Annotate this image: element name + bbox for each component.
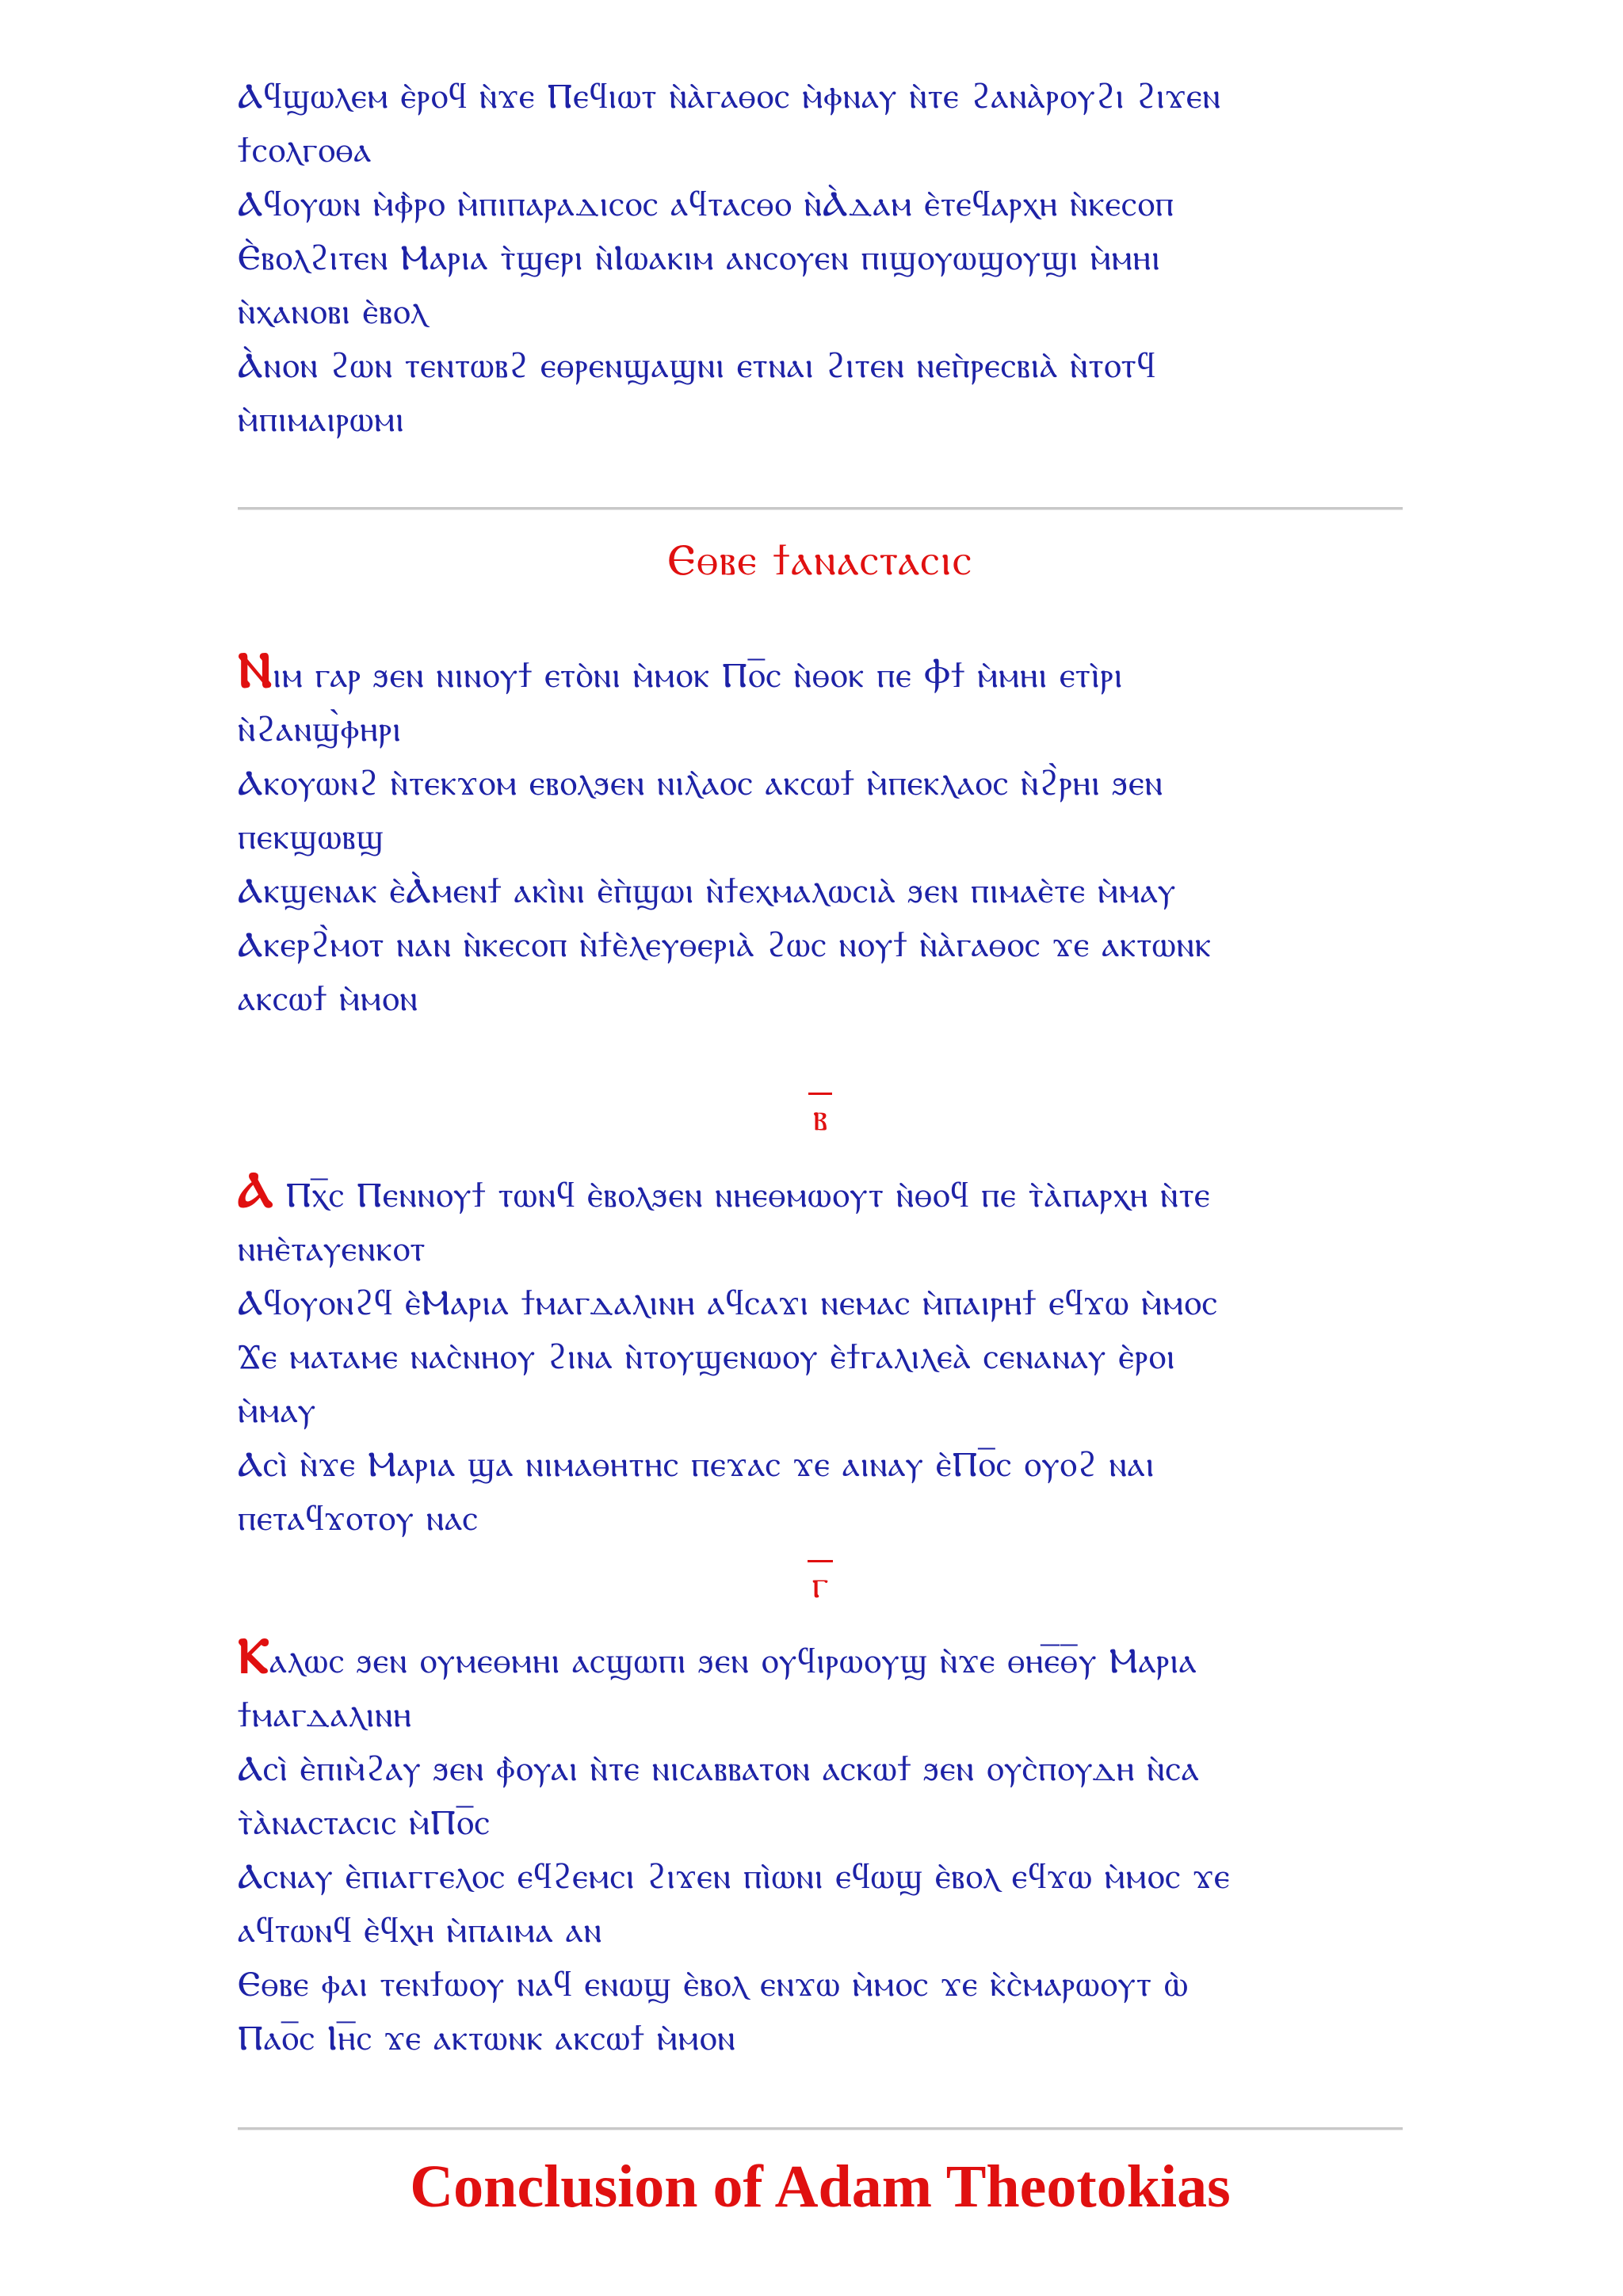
stanza-number-text: ⲅ xyxy=(808,1560,834,1607)
stanza-number-text: ⲃ xyxy=(808,1093,832,1139)
verse-line: Ⲉⲑⲃⲉ ⲫⲁⲓ ⲧⲉⲛϯⲱⲟⲩ ⲛⲁϥ ⲉⲛⲱϣ ⲉ̀ⲃⲟⲗ ⲉⲛϫⲱ ⲙ̀ⲙⲟⲥ ϫⲉ ⲕ̀ⲥ̀ⲙⲁⲣⲱⲟⲩⲧ ⲱ̀ xyxy=(238,1964,1189,2004)
stanza-1 xyxy=(238,643,1403,1026)
intro-verses xyxy=(238,70,1403,447)
conclusion-title: Conclusion of Adam Theotokias xyxy=(410,2153,1231,2220)
verse-line: ⲛ̀ⲭⲁⲛⲟⲃⲓ ⲉ̀ⲃⲟⲗ xyxy=(238,292,428,332)
verse-line: Ⲁⲕⲟⲩⲱⲛϩ ⲛ̀ⲧⲉⲕϫⲟⲙ ⲉⲃⲟⲗϧⲉⲛ ⲛⲓⲗ̀ⲁⲟⲥ ⲁⲕⲥⲱϯ ⲙ̀ⲡⲉⲕⲗⲁⲟⲥ ⲛ̀ϩ̀ⲣⲏⲓ ϧⲉⲛ xyxy=(238,763,1163,803)
verse-text: Ⲡⲭ̅ⲥ Ⲡⲉⲛⲛⲟⲩϯ ⲧⲱⲛϥ ⲉ̀ⲃⲟⲗϧⲉⲛ ⲛⲏⲉⲑⲙⲱⲟⲩⲧ ⲛ̀ⲑⲟϥ ⲡⲉ ⲧ̀ⲁ̀ⲡⲁⲣⲭⲏ ⲛ̀ⲧⲉ xyxy=(273,1175,1211,1215)
drop-initial: Ⲕ xyxy=(238,1627,269,1684)
drop-initial: Ⲁ xyxy=(238,1161,274,1219)
verse-line: Ⲁⲥⲛⲁⲩ ⲉ̀ⲡⲓⲁⲅⲅⲉⲗⲟⲥ ⲉϥϩⲉⲙⲥⲓ ϩⲓϫⲉⲛ ⲡⲓ̀ⲱⲛⲓ ⲉϥⲱϣ ⲉ̀ⲃⲟⲗ ⲉϥϫⲱ ⲙ̀ⲙⲟⲥ ϫⲉ xyxy=(238,1856,1231,1897)
verse-line: ⲛ̀ϩⲁⲛϣ̀ⲫⲏⲣⲓ xyxy=(238,709,402,749)
verse-line: ϯⲙⲁⲅⲇⲁⲗⲓⲛⲏ xyxy=(238,1695,412,1735)
verse-line: ⲛⲏⲉ̀ⲧⲁⲩⲉⲛⲕⲟⲧ xyxy=(238,1229,426,1269)
section-divider xyxy=(238,2127,1403,2130)
verse-line: Ⲉ̀ⲃⲟⲗϩⲓⲧⲉⲛ Ⲙⲁⲣⲓⲁ ⲧ̀ϣⲉⲣⲓ ⲛ̀Ⲓⲱⲁⲕⲓⲙ ⲁⲛⲥⲟⲩⲉⲛ ⲡⲓϣⲟⲩⲱϣⲟⲩϣⲓ ⲙ̀ⲙⲏⲓ xyxy=(238,238,1161,278)
verse-line: ⲡⲉⲧⲁϥϫⲟⲧⲟⲩ ⲛⲁⲥ xyxy=(238,1498,479,1539)
verse-line-first xyxy=(238,1629,1403,1688)
verse-line-first xyxy=(238,643,1403,703)
verse-text: ⲓⲙ ⲅⲁⲣ ϧⲉⲛ ⲛⲓⲛⲟⲩϯ ⲉⲧⲟ̀ⲛⲓ ⲙ̀ⲙⲟⲕ Ⲡⲟ̅ⲥ ⲛ̀ⲑⲟⲕ ⲡⲉ Ⲫϯ ⲙ̀ⲙⲏⲓ ⲉⲧⲓ̀ⲣⲓ xyxy=(273,655,1124,696)
verse-line: Ϫⲉ ⲙⲁⲧⲁⲙⲉ ⲛⲁⲥ̀ⲛⲏⲟⲩ ϩⲓⲛⲁ ⲛ̀ⲧⲟⲩϣⲉⲛⲱⲟⲩ ⲉ̀ϯⲅⲁⲗⲓⲗⲉⲁ̀ ⲥⲉⲛⲁⲛⲁⲩ ⲉ̀ⲣⲟⲓ xyxy=(238,1337,1176,1377)
stanza-number xyxy=(238,1561,1403,1608)
verse-text: ⲁⲗⲱⲥ ϧⲉⲛ ⲟⲩⲙⲉⲑⲙⲏⲓ ⲁⲥϣⲱⲡⲓ ϧⲉⲛ ⲟⲩϥⲓⲣⲱⲟⲩϣ ⲛ̀ϫⲉ ⲑⲏⲉ̅ⲑ̅ⲩ Ⲙⲁⲣⲓⲁ xyxy=(269,1641,1197,1681)
verse-line: ⲡⲉⲕϣⲱⲃϣ xyxy=(238,817,384,857)
stanza-2 xyxy=(238,1163,1403,1546)
section-divider xyxy=(238,507,1403,510)
stanza-number xyxy=(238,1093,1403,1141)
verse-line-first xyxy=(238,1163,1403,1222)
verse-line: ⲁⲕⲥⲱϯ ⲙ̀ⲙⲟⲛ xyxy=(238,978,418,1019)
verse-line: ⲙ̀ⲙⲁⲩ xyxy=(238,1390,317,1431)
verse-line: Ⲁϥϣⲱⲗⲉⲙ ⲉ̀ⲣⲟϥ ⲛ̀ϫⲉ Ⲡⲉϥⲓⲱⲧ ⲛ̀ⲁ̀ⲅⲁⲑⲟⲥ ⲙ̀ⲫⲛⲁⲩ ⲛ̀ⲧⲉ ϩⲁⲛⲁ̀ⲣⲟⲩϩⲓ ϩⲓϫⲉⲛ xyxy=(238,76,1221,116)
drop-initial: Ⲛ xyxy=(238,641,273,699)
verse-line: Ⲁⲥⲓ̀ ⲛ̀ϫⲉ Ⲙⲁⲣⲓⲁ ϣⲁ ⲛⲓⲙⲁⲑⲏⲧⲏⲥ ⲡⲉϫⲁⲥ ϫⲉ ⲁⲓⲛⲁⲩ ⲉ̀Ⲡⲟ̅ⲥ ⲟⲩⲟϩ ⲛⲁⲓ xyxy=(238,1444,1155,1485)
verse-line: ⲧ̀ⲁ̀ⲛⲁⲥⲧⲁⲥⲓⲥ ⲙ̀Ⲡⲟ̅ⲥ xyxy=(238,1802,491,1843)
verse-line: Ⲁϥⲟⲩⲟⲛϩϥ ⲉ̀Ⲙⲁⲣⲓⲁ ϯⲙⲁⲅⲇⲁⲗⲓⲛⲏ ⲁϥⲥⲁϫⲓ ⲛⲉⲙⲁⲥ ⲙ̀ⲡⲁⲓⲣⲏϯ ⲉϥϫⲱ ⲙ̀ⲙⲟⲥ xyxy=(238,1283,1218,1323)
section-title: Ⲉⲑⲃⲉ ϯⲁⲛⲁⲥⲧⲁⲥⲓⲥ xyxy=(667,535,973,585)
verse-line: Ⲁϥⲟⲩⲱⲛ ⲙ̀ⲫ̀ⲣⲟ ⲙ̀ⲡⲓⲡⲁⲣⲁⲇⲓⲥⲟⲥ ⲁϥⲧⲁⲥⲑⲟ ⲛ̀Ⲁ̀ⲇⲁⲙ ⲉ̀ⲧⲉϥⲁⲣⲭⲏ ⲛ̀ⲕⲉⲥⲟⲡ xyxy=(238,184,1174,224)
stanza-3 xyxy=(238,1629,1403,2065)
verse-line: ⲙ̀ⲡⲓⲙⲁⲓⲣⲱⲙⲓ xyxy=(238,399,405,440)
verse-line: Ⲡⲁⲟ̅ⲥ Ⲓⲏ̅ⲥ ϫⲉ ⲁⲕⲧⲱⲛⲕ ⲁⲕⲥⲱϯ ⲙ̀ⲙⲟⲛ xyxy=(238,2018,736,2058)
verse-line: ϯⲥⲟⲗⲅⲟⲑⲁ xyxy=(238,130,372,170)
verse-line: Ⲁ̀ⲛⲟⲛ ϩⲱⲛ ⲧⲉⲛⲧⲱⲃϩ ⲉⲑⲣⲉⲛϣⲁϣⲛⲓ ⲉⲧⲛⲁⲓ ϩⲓⲧⲉⲛ ⲛⲉⲡ̀ⲣⲉⲥⲃⲓⲁ̀ ⲛ̀ⲧⲟⲧϥ xyxy=(238,345,1156,386)
verse-line: Ⲁⲕϣⲉⲛⲁⲕ ⲉ̀Ⲁ̀ⲙⲉⲛϯ ⲁⲕⲓ̀ⲛⲓ ⲉ̀ⲡ̀ϣⲱⲓ ⲛ̀ϯⲉⲭⲙⲁⲗⲱⲥⲓⲁ̀ ϧⲉⲛ ⲡⲓⲙⲁⲉ̀ⲧⲉ ⲙ̀ⲙⲁⲩ xyxy=(238,871,1177,911)
verse-line: Ⲁⲥⲓ̀ ⲉ̀ⲡⲓⲙ̀ϩⲁⲩ ϧⲉⲛ ⲫ̀ⲟⲩⲁⲓ ⲛ̀ⲧⲉ ⲛⲓⲥⲁⲃⲃⲁⲧⲟⲛ ⲁⲥⲕⲱϯ ϧⲉⲛ ⲟⲩⲥ̀ⲡⲟⲩⲇⲏ ⲛ̀ⲥⲁ xyxy=(238,1749,1200,1789)
verse-line: ⲁϥⲧⲱⲛϥ ⲉ̀ϥⲭⲏ ⲙ̀ⲡⲁⲓⲙⲁ ⲁⲛ xyxy=(238,1910,603,1951)
verse-line: Ⲁⲕⲉⲣϩ̀ⲙⲟⲧ ⲛⲁⲛ ⲛ̀ⲕⲉⲥⲟⲡ ⲛ̀ϯⲉ̀ⲗⲉⲩⲑⲉⲣⲓⲁ̀ ϩⲱⲥ ⲛⲟⲩϯ ⲛ̀ⲁ̀ⲅⲁⲑⲟⲥ ϫⲉ ⲁⲕⲧⲱⲛⲕ xyxy=(238,925,1212,965)
